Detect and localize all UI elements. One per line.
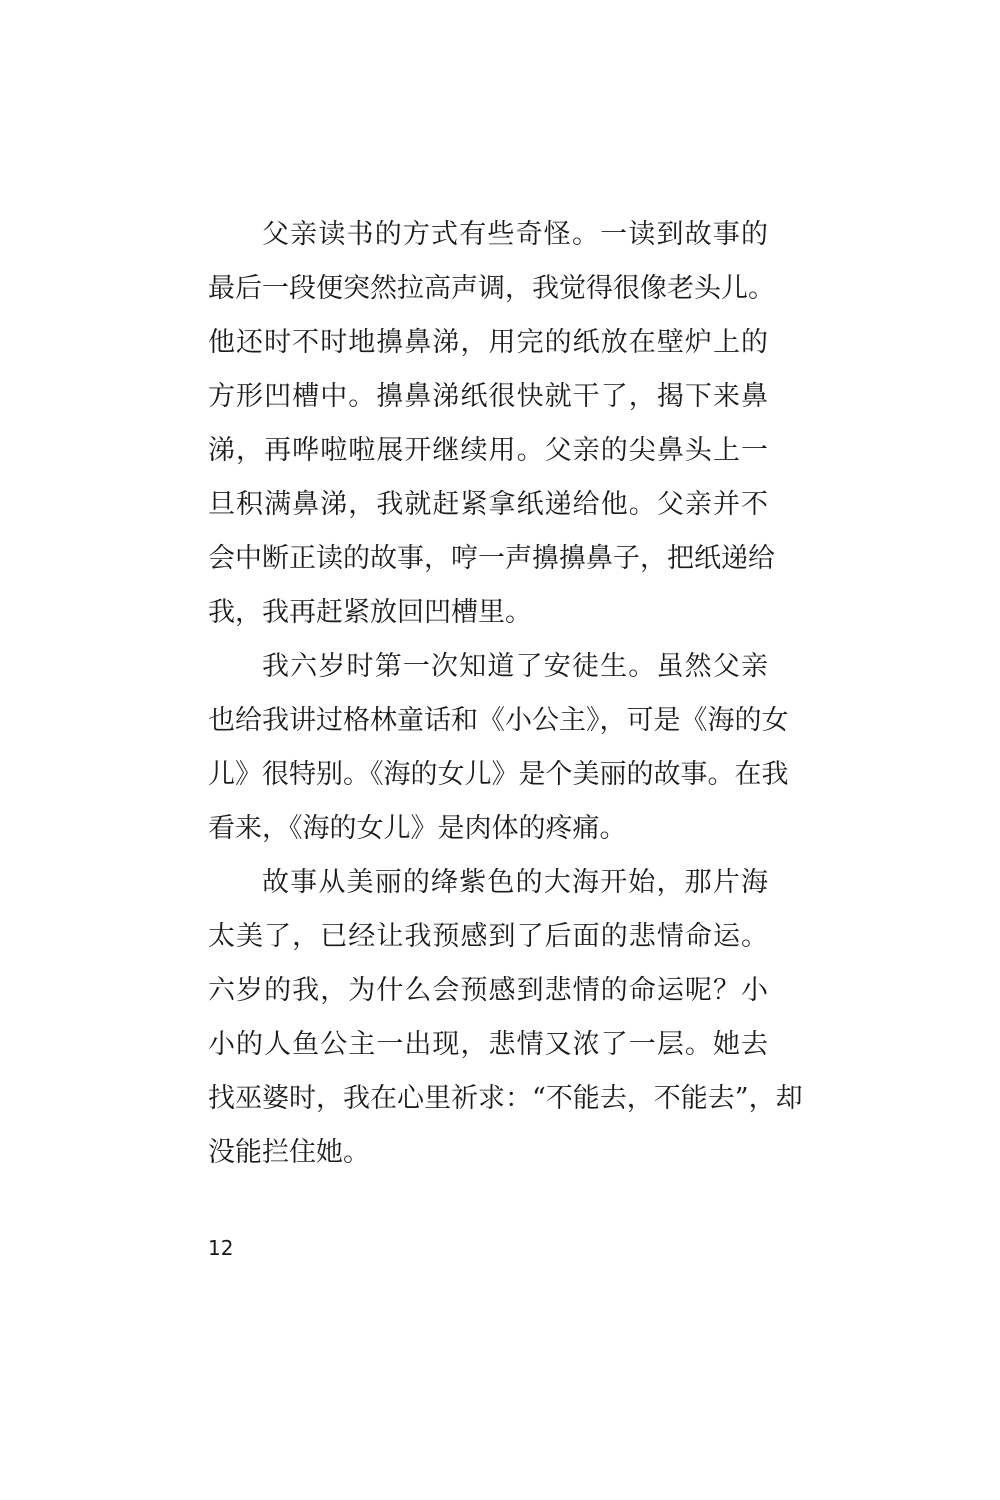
paragraph-1 xyxy=(208,208,775,640)
body-text xyxy=(208,208,803,1180)
text-line: 旦积满鼻涕，我就赶紧拿纸递给他。父亲并不 xyxy=(208,489,768,520)
text-line: 小的人鱼公主一出现，悲情又浓了一层。她去 xyxy=(208,1029,768,1060)
text-line: 最后一段便突然拉高声调，我觉得很像老头儿。 xyxy=(208,273,775,304)
paragraph-3 xyxy=(208,856,803,1180)
text-line: 也给我讲过格林童话和《小公主》，可是《海的女 xyxy=(208,705,789,736)
text-line: 看来，《海的女儿》是肉体的疼痛。 xyxy=(208,813,627,844)
text-line: 我六岁时第一次知道了安徒生。虽然父亲 xyxy=(262,651,768,682)
text-line: 没能拦住她。 xyxy=(208,1137,370,1168)
text-line: 找巫婆时，我在心里祈求：“不能去，不能去”，却 xyxy=(208,1083,803,1114)
text-line: 父亲读书的方式有些奇怪。一读到故事的 xyxy=(262,219,768,250)
text-line: 会中断正读的故事，哼一声擤擤鼻子，把纸递给 xyxy=(208,543,775,574)
paragraph-2 xyxy=(208,640,789,856)
text-line: 故事从美丽的绛紫色的大海开始，那片海 xyxy=(262,867,768,898)
text-line: 儿》很特别。《海的女儿》是个美丽的故事。在我 xyxy=(208,759,789,790)
text-line: 太美了，已经让我预感到了后面的悲情命运。 xyxy=(208,921,768,952)
page-number: 12 xyxy=(208,1236,234,1260)
text-line: 我，我再赶紧放回凹槽里。 xyxy=(208,597,532,628)
text-line: 涕，再哗啦啦展开继续用。父亲的尖鼻头上一 xyxy=(208,435,768,466)
text-line: 方形凹槽中。擤鼻涕纸很快就干了，揭下来鼻 xyxy=(208,381,768,412)
text-line: 六岁的我，为什么会预感到悲情的命运呢？小 xyxy=(208,975,768,1006)
text-line: 他还时不时地擤鼻涕，用完的纸放在壁炉上的 xyxy=(208,327,768,358)
